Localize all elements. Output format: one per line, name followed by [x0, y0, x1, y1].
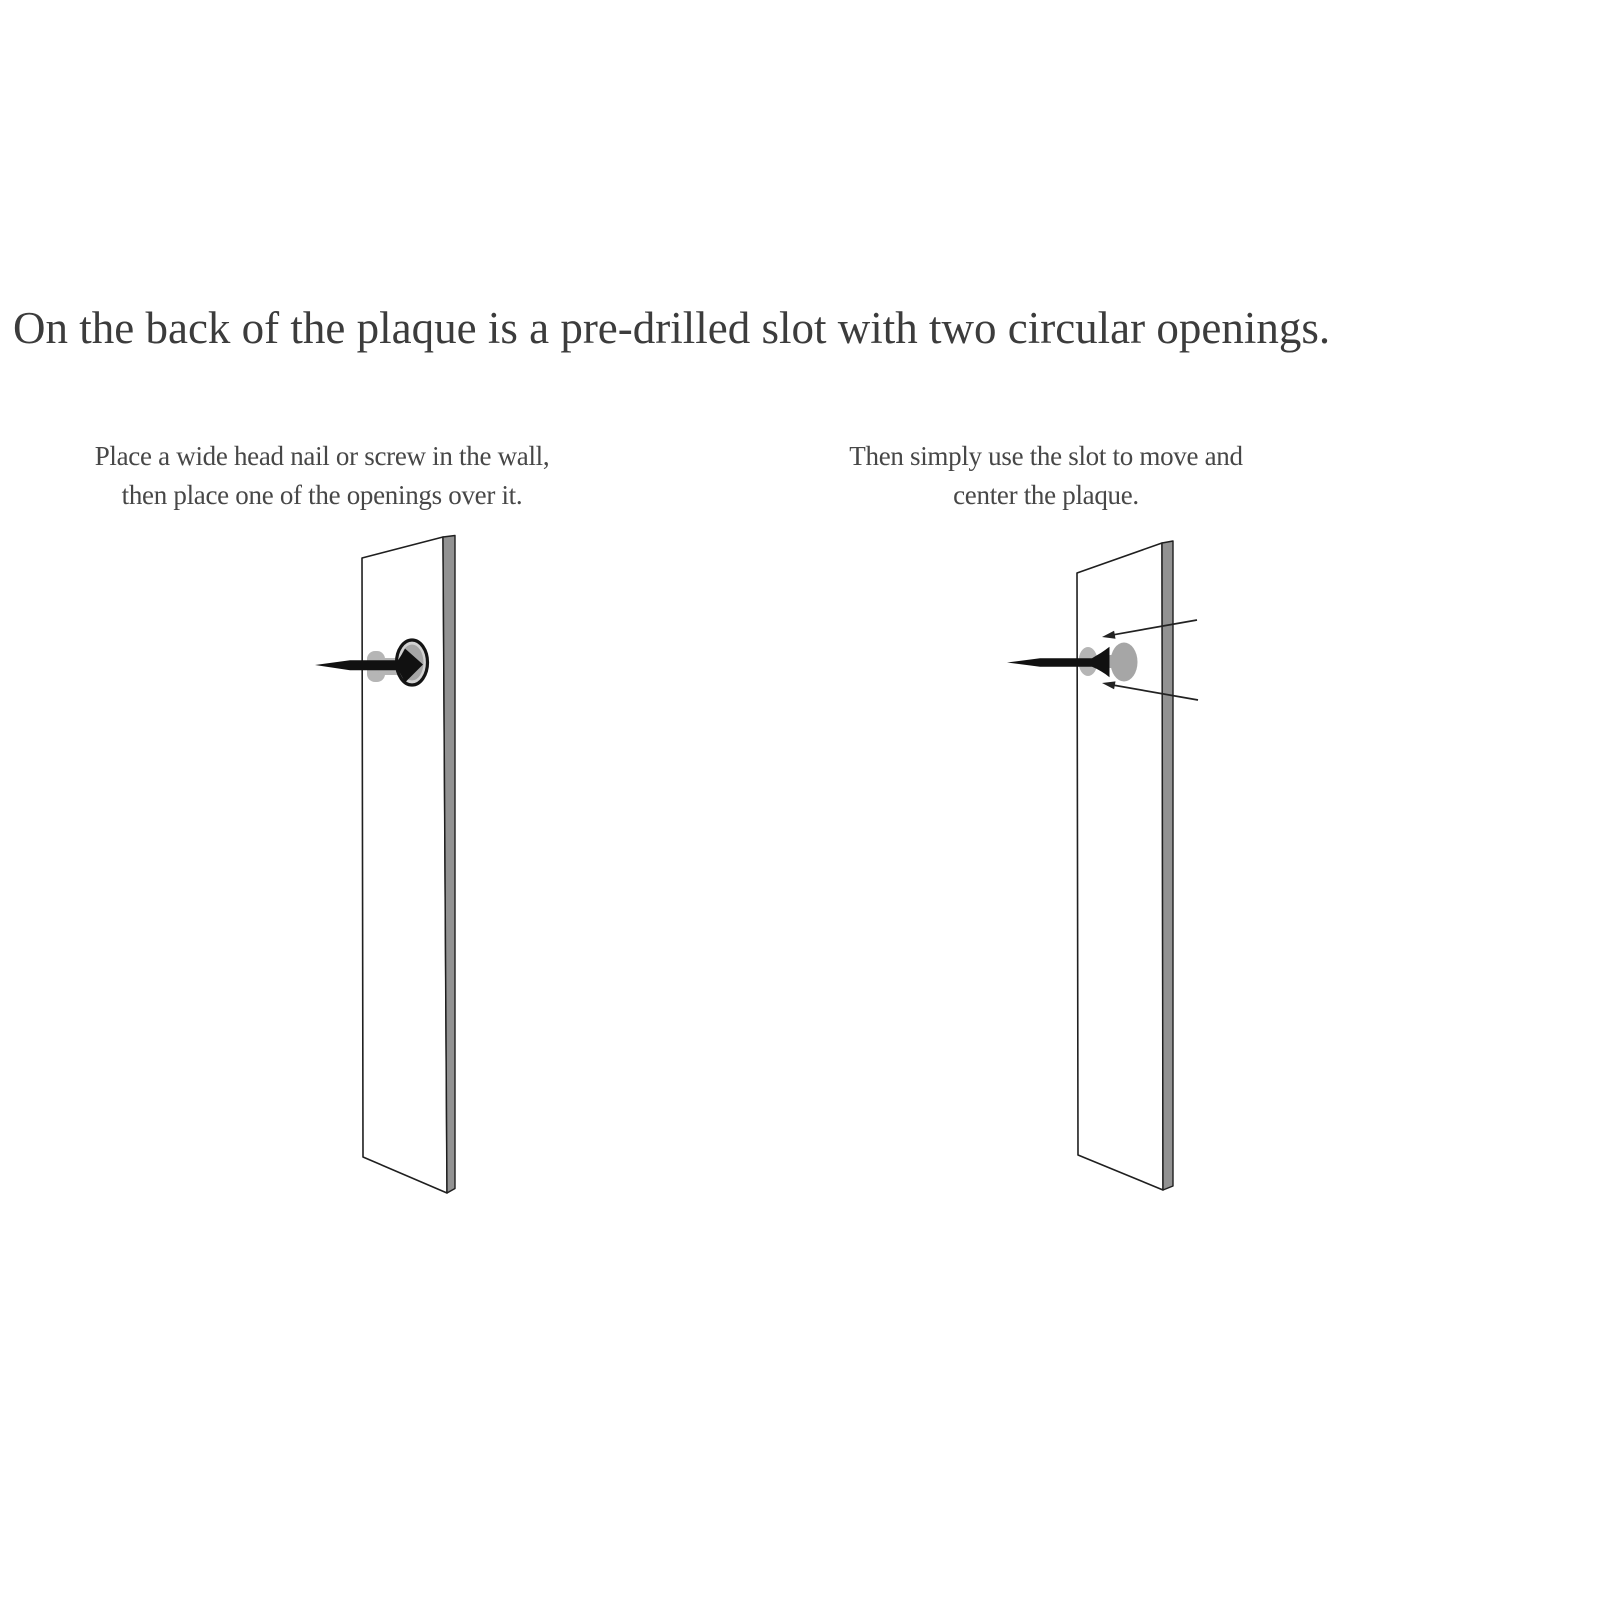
right-step-caption-line1: Then simply use the slot to move and	[849, 441, 1243, 471]
left-step-illustration	[300, 525, 470, 1205]
nail-head-ghost	[1111, 643, 1138, 682]
right-step-caption-line2: center the plaque.	[953, 480, 1139, 510]
left-step-caption-line1: Place a wide head nail or screw in the wall,	[94, 441, 550, 471]
right-step-illustration	[990, 525, 1210, 1205]
page-title: On the back of the plaque is a pre-drilled slot with two circular openings.	[13, 303, 1331, 353]
plaque-back-panel	[1077, 543, 1163, 1190]
left-step-caption-line2: then place one of the openings over it.	[121, 480, 523, 510]
plaque-side-edge	[1162, 541, 1173, 1190]
right-step-caption	[746, 437, 1346, 515]
left-step-caption	[22, 437, 622, 515]
plaque-back-panel	[362, 537, 447, 1193]
